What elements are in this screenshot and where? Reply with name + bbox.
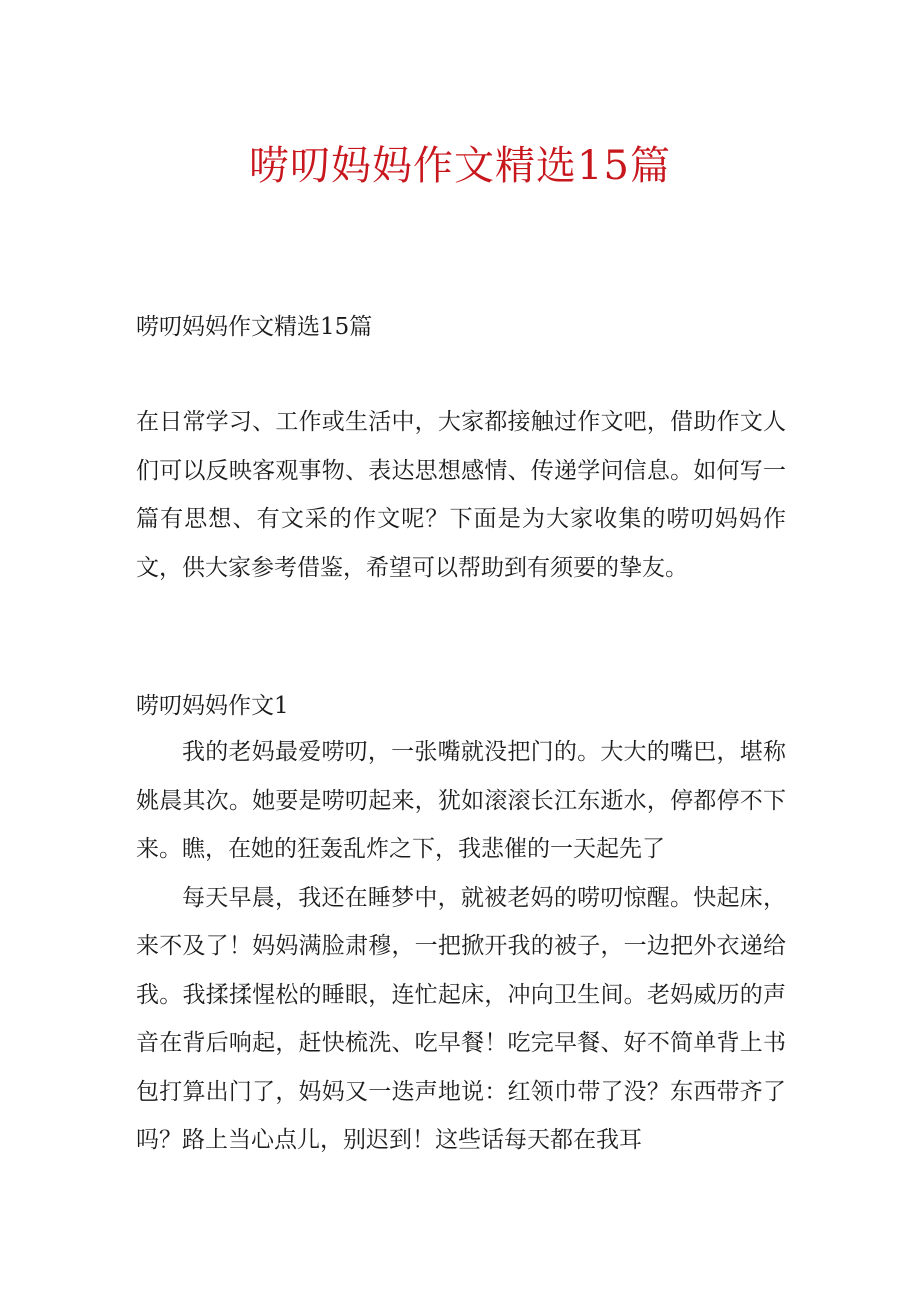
document-subtitle: 唠叨妈妈作文精选15篇	[136, 314, 373, 340]
essay-heading: 唠叨妈妈作文1	[136, 693, 289, 719]
document-title: 唠叨妈妈作文精选15篇	[249, 143, 671, 189]
essay-paragraph: 每天早晨，我还在睡梦中，就被老妈的唠叨惊醒。快起床，来不及了！妈妈满脸肃穆，一把掀开我的被子，一边把外衣递给我。我揉揉惺松的睡眼，连忙起床，冲向卫生间。老妈威历的声音在背后响起，赶快梳洗、吃早餐！吃完早餐、好不简单背上书包打算出门了，妈妈又一迭声地说：红领巾带了没？东西带齐了吗？路上当心点儿，别迟到！这些话每天都在我耳	[136, 884, 786, 1153]
intro-paragraph: 在日常学习、工作或生活中，大家都接触过作文吧，借助作文人们可以反映客观事物、表达思想感情、传递学问信息。如何写一篇有思想、有文采的作文呢？下面是为大家收集的唠叨妈妈作文，供大家参考借鉴，希望可以帮助到有须要的挚友。	[136, 409, 786, 581]
essay-paragraph: 我的老妈最爱唠叨，一张嘴就没把门的。大大的嘴巴，堪称姚晨其次。她要是唠叨起来，犹如滚滚长江东逝水，停都停不下来。瞧，在她的狂轰乱炸之下，我悲催的一天起先了	[136, 739, 786, 862]
essay-body	[136, 728, 786, 1165]
